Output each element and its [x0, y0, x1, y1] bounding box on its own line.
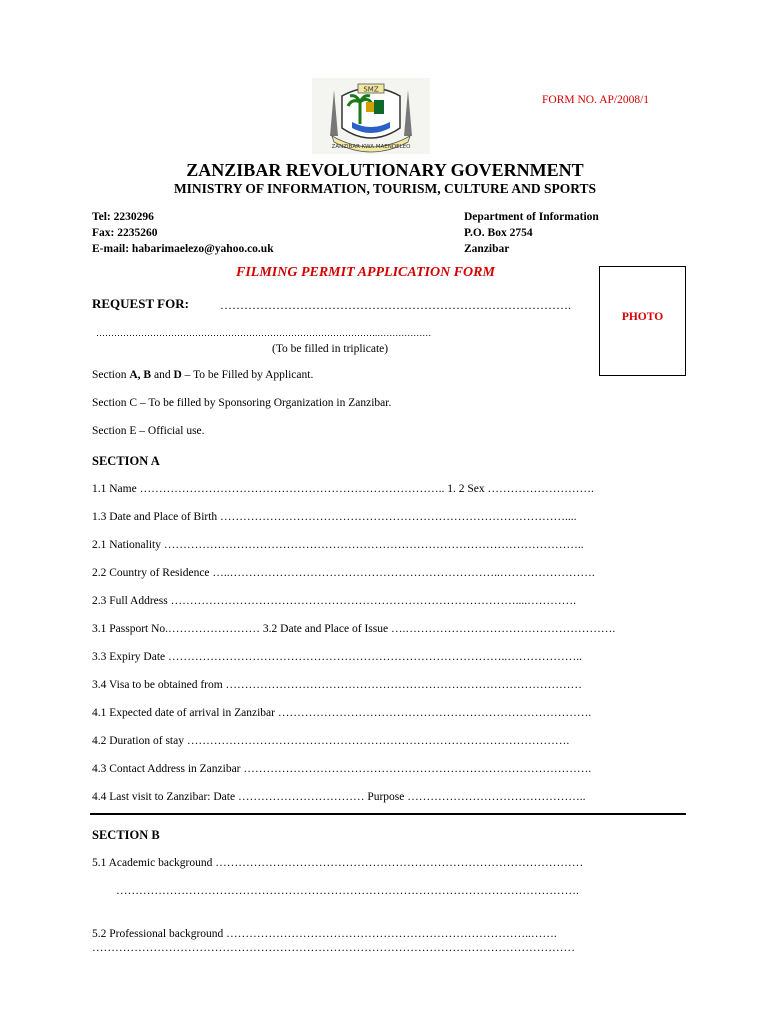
request-for-label: REQUEST FOR: — [92, 296, 189, 311]
email-line: E-mail: habarimaelezo@yahoo.co.uk — [92, 243, 274, 255]
field-academic-background[interactable]: 5.1 Academic background …………………………………………………………………………………… — [92, 857, 584, 869]
form-number: FORM NO. AP/2008/1 — [542, 94, 650, 106]
field-arrival-date[interactable]: 4.1 Expected date of arrival in Zanzibar ………………………………………………………………………. — [92, 707, 592, 719]
section-a-heading: SECTION A — [92, 454, 160, 468]
svg-text:SMZ: SMZ — [363, 85, 379, 94]
field-date-place-birth[interactable]: 1.3 Date and Place of Birth ……………………………………………………………………………….... — [92, 511, 577, 523]
form-title: FILMING PERMIT APPLICATION FORM — [236, 265, 495, 280]
request-line-2[interactable]: ………………………………………………………………………………….……………… — [96, 328, 432, 338]
section-b-heading: SECTION B — [92, 828, 160, 842]
ministry-title: MINISTRY OF INFORMATION, TOURISM, CULTURE AND SPORTS — [173, 181, 597, 196]
photo-box — [599, 266, 686, 376]
field-contact-address[interactable]: 4.3 Contact Address in Zanzibar ………………………………………………………………………………. — [92, 763, 592, 775]
svg-text:ZANZIBAR KWA MAENDELEO: ZANZIBAR KWA MAENDELEO — [331, 144, 411, 150]
contact-left — [92, 209, 274, 257]
city-line: Zanzibar — [464, 243, 510, 255]
contact-right — [464, 209, 599, 257]
triplicate-note: (To be filled in triplicate) — [272, 343, 389, 355]
field-expiry-date[interactable]: 3.3 Expiry Date ……………………………………………………………………………..……………….. — [92, 651, 583, 663]
field-full-address[interactable]: 2.3 Full Address ………………………………………………………………………………....…………. — [92, 595, 576, 607]
field-country-residence[interactable]: 2.2 Country of Residence …..……………………………………………………………..……………………. — [92, 567, 595, 579]
field-name-sex[interactable]: 1.1 Name …………………………………………………………………….. 1. 2 Sex ………………………. — [92, 483, 594, 495]
field-academic-background-cont[interactable]: …………………………………………………………………………………………………………. — [116, 885, 579, 897]
government-title: ZANZIBAR REVOLUTIONARY GOVERNMENT — [186, 160, 584, 180]
field-professional-background[interactable]: 5.2 Professional background ……………………………………………………………………..……. — [92, 928, 557, 940]
fax-line: Fax: 2235260 — [92, 227, 158, 239]
section-divider — [90, 813, 686, 815]
field-passport[interactable]: 3.1 Passport No.…………………… 3.2 Date and Place of Issue ….………………………………………………. — [92, 623, 616, 635]
coat-of-arms-logo — [312, 78, 430, 154]
instruction-section-abd: Section A, B and D – To be Filled by Applicant. — [92, 369, 314, 381]
field-nationality[interactable]: 2.1 Nationality ……………………………………………………………………………………………….. — [92, 539, 584, 551]
po-box-line: P.O. Box 2754 — [464, 227, 533, 239]
department-line: Department of Information — [464, 211, 599, 223]
field-last-visit[interactable]: 4.4 Last visit to Zanzibar: Date …………………………… Purpose ……………………………………….. — [92, 791, 586, 803]
instruction-section-c: Section C – To be filled by Sponsoring Organization in Zanzibar. — [92, 397, 392, 409]
field-duration-stay[interactable]: 4.2 Duration of stay ………………………………………………………………………………………. — [92, 735, 570, 747]
tel-line: Tel: 2230296 — [92, 211, 154, 223]
request-line-1[interactable]: ……………………………………………………………………………. — [220, 298, 571, 312]
photo-label: PHOTO — [621, 311, 664, 323]
instruction-section-e: Section E – Official use. — [92, 425, 205, 437]
field-professional-background-cont[interactable]: ……………………………………………………………………………………………………………… — [92, 942, 575, 954]
field-visa[interactable]: 3.4 Visa to be obtained from ………………………………………………………………………………… — [92, 679, 583, 691]
